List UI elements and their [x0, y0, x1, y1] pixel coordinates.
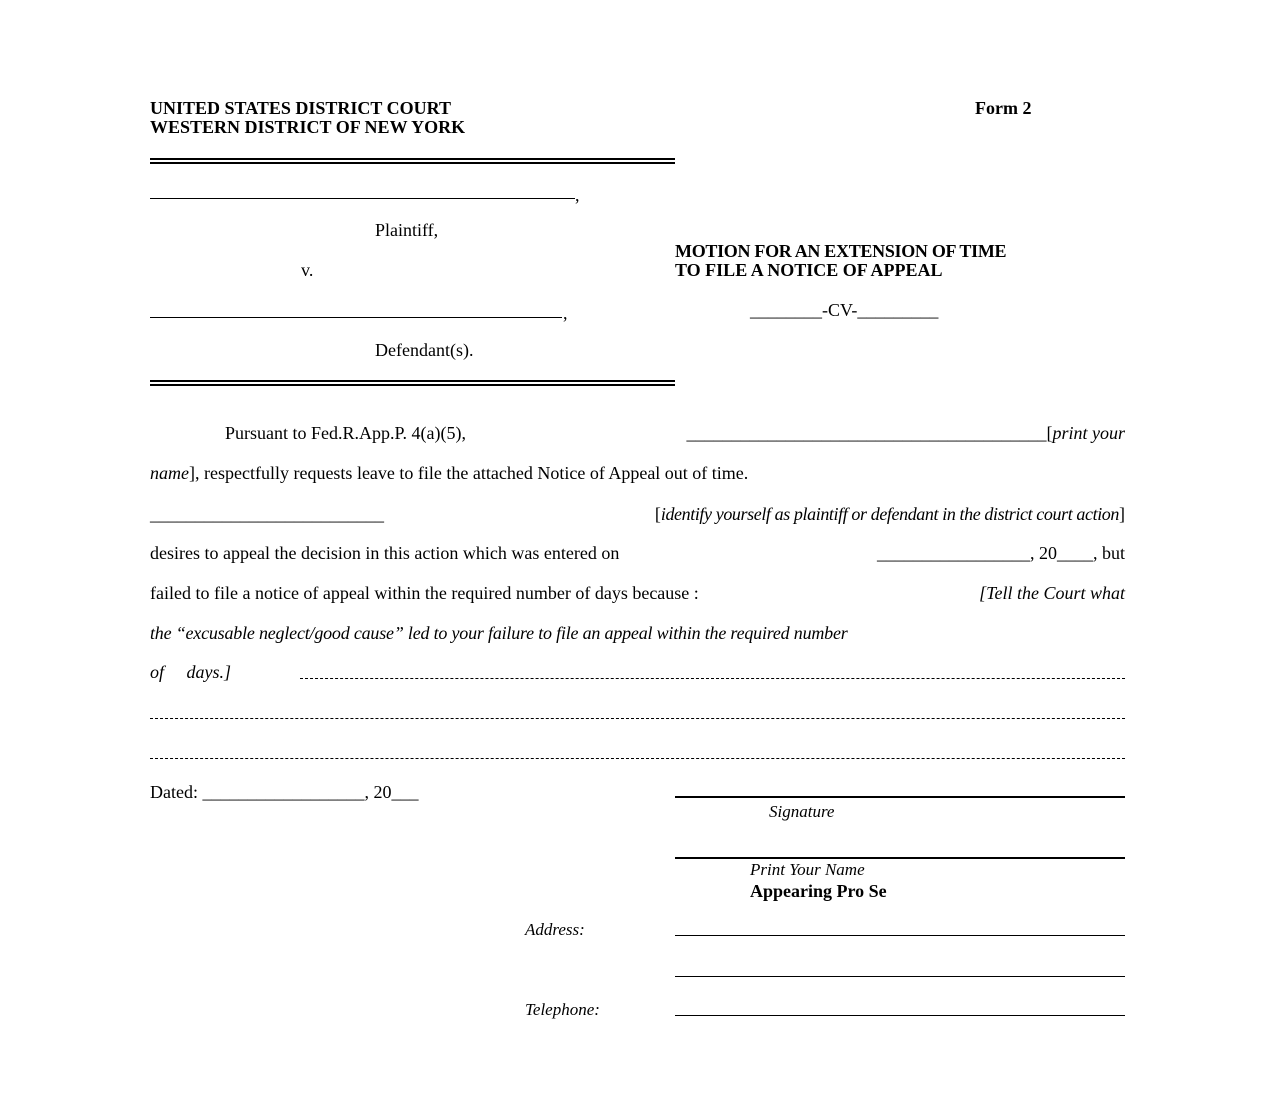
body-p4-text: failed to file a notice of appeal within the required number of days because : [150, 583, 699, 603]
explanation-line-3[interactable] [150, 758, 1125, 759]
address-line-2[interactable] [675, 976, 1125, 977]
body-p1-print: print your [1052, 423, 1125, 443]
signature-line[interactable] [675, 796, 1125, 798]
plaintiff-comma: , [575, 185, 580, 205]
print-name-line[interactable] [675, 857, 1125, 859]
telephone-label: Telephone: [525, 1000, 600, 1019]
defendant-comma: , [563, 303, 568, 323]
plaintiff-label: Plaintiff, [375, 220, 439, 240]
body-p1-name: name [150, 463, 189, 483]
body-line-2 [150, 463, 748, 483]
address-line-1[interactable] [675, 935, 1125, 936]
court-name-line1: UNITED STATES DISTRICT COURT [150, 98, 451, 118]
signature-label: Signature [769, 802, 835, 821]
caption-top-double-rule [150, 158, 675, 164]
body-p5-italic: the “excusable neglect/good cause” led to your failure to file an appeal within the required number [150, 623, 848, 643]
dated-label: Dated: [150, 782, 198, 802]
dated-year: , 20___ [364, 782, 419, 802]
form-number: Form 2 [975, 98, 1032, 118]
body-line-1: Pursuant to Fed.R.App.P. 4(a)(5), ________________________________________[print your [150, 423, 1125, 443]
requester-name-blank[interactable]: ________________________________________ [686, 423, 1047, 443]
motion-title-line2: TO FILE A NOTICE OF APPEAL [675, 260, 943, 280]
caption-bottom-double-rule [150, 380, 675, 386]
dated-line [150, 782, 418, 802]
body-p2-identify: identify yourself as plaintiff or defendant in the district court action [660, 504, 1119, 524]
address-label: Address: [525, 920, 585, 939]
body-p1-rest: ], respectfully requests leave to file the attached Notice of Appeal out of time. [189, 463, 749, 483]
court-name-line2: WESTERN DISTRICT OF NEW YORK [150, 117, 466, 137]
body-p1-lead: Pursuant to Fed.R.App.P. 4(a)(5), [225, 423, 466, 443]
defendant-name-line[interactable] [150, 317, 562, 318]
explanation-line-1[interactable] [300, 678, 1125, 679]
telephone-line[interactable] [675, 1015, 1125, 1016]
appearing-pro-se: Appearing Pro Se [750, 881, 887, 901]
explanation-line-2[interactable] [150, 718, 1125, 719]
plaintiff-name-line[interactable] [150, 198, 575, 199]
body-line-5 [150, 583, 1125, 603]
body-p4-italic: [Tell the Court what [979, 583, 1125, 603]
print-name-label: Print Your Name [750, 860, 865, 879]
dated-blank[interactable]: __________________ [202, 782, 365, 802]
body-p3-text: desires to appeal the decision in this action which was entered on [150, 543, 620, 563]
entry-date-blank[interactable]: _________________ [876, 543, 1030, 563]
body-line-3: __________________________ [identify yourself as plaintiff or defendant in the district court action] [150, 504, 1125, 524]
case-number[interactable]: ________-CV-_________ [750, 300, 939, 320]
party-role-blank[interactable]: __________________________ [150, 504, 384, 524]
body-p3-year: , 20____, but [1029, 543, 1125, 563]
body-p6-italic: of days.] [150, 662, 231, 682]
motion-title-line1: MOTION FOR AN EXTENSION OF TIME [675, 241, 1007, 261]
body-line-4 [150, 543, 1125, 563]
defendant-label: Defendant(s). [375, 340, 474, 360]
versus-label: v. [301, 260, 314, 280]
